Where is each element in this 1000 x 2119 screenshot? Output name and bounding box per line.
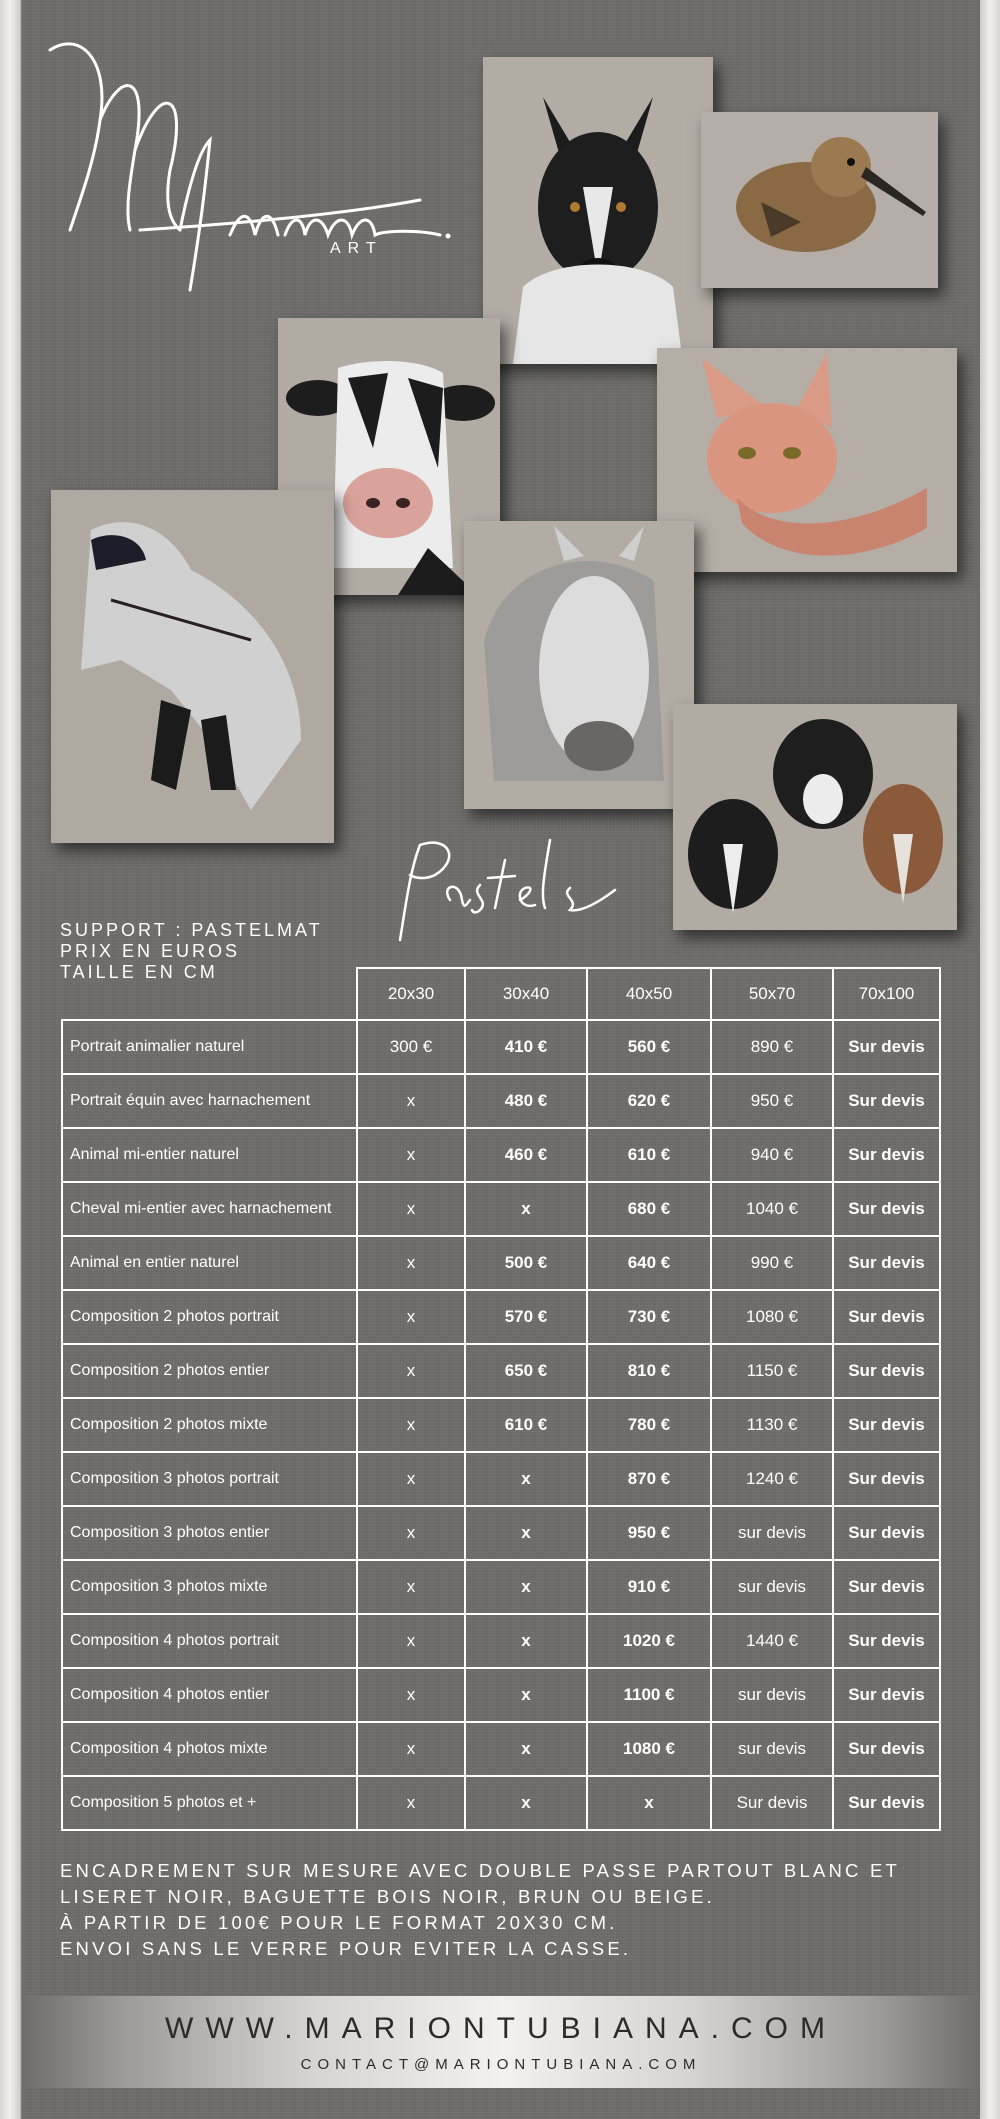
pony-portrait-icon <box>464 521 694 809</box>
price-cell: 1080 € <box>587 1722 711 1776</box>
formula-label: Composition 3 photos entier <box>62 1506 357 1560</box>
price-cell: x <box>357 1344 465 1398</box>
dogs-group-icon <box>673 704 957 930</box>
price-cell: 500 € <box>465 1236 587 1290</box>
price-cell: x <box>357 1074 465 1128</box>
price-cell: 610 € <box>465 1398 587 1452</box>
formula-label: Composition 2 photos entier <box>62 1344 357 1398</box>
price-cell: Sur devis <box>833 1290 940 1344</box>
price-cell: 410 € <box>465 1020 587 1074</box>
brand-logo <box>40 30 460 320</box>
dog-portrait-icon <box>483 57 713 364</box>
price-cell: Sur devis <box>833 1722 940 1776</box>
signature-logo-icon <box>40 30 460 320</box>
price-row <box>62 1236 940 1290</box>
price-cell: 950 € <box>587 1506 711 1560</box>
size-header: 70x100 <box>833 968 940 1020</box>
formula-label: Portrait animalier naturel <box>62 1020 357 1074</box>
price-cell: Sur devis <box>833 1128 940 1182</box>
price-cell: x <box>465 1776 587 1830</box>
price-cell: x <box>357 1128 465 1182</box>
cat-portrait-icon <box>657 348 957 572</box>
price-cell: 870 € <box>587 1452 711 1506</box>
price-cell: x <box>465 1614 587 1668</box>
horse-jumping-icon <box>51 490 334 843</box>
photo-jumping-horse <box>51 490 334 843</box>
price-row <box>62 1020 940 1074</box>
price-cell: Sur devis <box>833 1074 940 1128</box>
size-header: 20x30 <box>357 968 465 1020</box>
price-cell: 1240 € <box>711 1452 833 1506</box>
size-header: 40x50 <box>587 968 711 1020</box>
price-cell: 890 € <box>711 1020 833 1074</box>
price-cell: x <box>465 1452 587 1506</box>
price-cell: Sur devis <box>833 1452 940 1506</box>
price-cell: x <box>357 1290 465 1344</box>
price-row <box>62 1128 940 1182</box>
price-cell: 780 € <box>587 1398 711 1452</box>
price-cell: x <box>357 1722 465 1776</box>
formula-label: Composition 4 photos mixte <box>62 1722 357 1776</box>
price-cell: Sur devis <box>833 1020 940 1074</box>
price-cell: 1440 € <box>711 1614 833 1668</box>
price-cell: 650 € <box>465 1344 587 1398</box>
framing-notes <box>60 1858 900 1962</box>
price-row <box>62 1452 940 1506</box>
footer-banner <box>22 1996 980 2088</box>
price-row <box>62 1182 940 1236</box>
bird-portrait-icon <box>701 112 938 288</box>
formula-label: Composition 5 photos et + <box>62 1776 357 1830</box>
info-line: PRIX EN EUROS <box>60 941 241 961</box>
formula-label: Portrait équin avec harnachement <box>62 1074 357 1128</box>
price-cell: Sur devis <box>833 1398 940 1452</box>
price-cell: x <box>587 1776 711 1830</box>
price-cell: x <box>357 1776 465 1830</box>
price-row <box>62 1560 940 1614</box>
price-cell: x <box>357 1668 465 1722</box>
price-row <box>62 1074 940 1128</box>
price-cell: sur devis <box>711 1506 833 1560</box>
photo-border-collie <box>483 57 713 364</box>
price-cell: x <box>357 1614 465 1668</box>
price-cell: 620 € <box>587 1074 711 1128</box>
price-row <box>62 1722 940 1776</box>
price-cell: Sur devis <box>711 1776 833 1830</box>
price-cell: 1080 € <box>711 1290 833 1344</box>
price-cell: x <box>357 1236 465 1290</box>
price-cell: 940 € <box>711 1128 833 1182</box>
note-line: LISERET NOIR, BAGUETTE BOIS NOIR, BRUN OU BEIGE. <box>60 1886 715 1907</box>
formula-label: Composition 2 photos mixte <box>62 1398 357 1452</box>
price-row <box>62 1398 940 1452</box>
price-cell: 950 € <box>711 1074 833 1128</box>
price-cell: 570 € <box>465 1290 587 1344</box>
formula-label: Composition 3 photos mixte <box>62 1560 357 1614</box>
price-cell: x <box>357 1452 465 1506</box>
price-cell: x <box>465 1506 587 1560</box>
info-line: SUPPORT : PASTELMAT <box>60 920 323 940</box>
price-cell: x <box>357 1182 465 1236</box>
pastels-title <box>380 830 630 950</box>
formula-label: Cheval mi-entier avec harnachement <box>62 1182 357 1236</box>
price-row <box>62 1668 940 1722</box>
size-header: 50x70 <box>711 968 833 1020</box>
price-cell: x <box>465 1668 587 1722</box>
price-cell: sur devis <box>711 1560 833 1614</box>
note-line: À PARTIR DE 100€ POUR LE FORMAT 20X30 CM. <box>60 1912 618 1933</box>
price-row <box>62 1614 940 1668</box>
website-link[interactable]: WWW.MARIONTUBIANA.COM <box>165 2012 837 2045</box>
price-cell: 560 € <box>587 1020 711 1074</box>
formula-label: Composition 3 photos portrait <box>62 1452 357 1506</box>
price-cell: Sur devis <box>833 1668 940 1722</box>
logo-art-label: ART <box>330 240 383 257</box>
price-table <box>61 967 941 1831</box>
price-cell: 1020 € <box>587 1614 711 1668</box>
photo-sphynx-cat <box>657 348 957 572</box>
price-cell: 460 € <box>465 1128 587 1182</box>
formula-label: Composition 2 photos portrait <box>62 1290 357 1344</box>
price-cell: Sur devis <box>833 1506 940 1560</box>
price-cell: x <box>357 1506 465 1560</box>
price-cell: x <box>465 1560 587 1614</box>
price-cell: Sur devis <box>833 1344 940 1398</box>
price-cell: x <box>357 1398 465 1452</box>
photo-grey-pony <box>464 521 694 809</box>
price-cell: 1130 € <box>711 1398 833 1452</box>
price-cell: 480 € <box>465 1074 587 1128</box>
price-cell: Sur devis <box>833 1614 940 1668</box>
size-header-row <box>62 968 940 1020</box>
price-cell: sur devis <box>711 1668 833 1722</box>
price-cell: sur devis <box>711 1722 833 1776</box>
price-cell: 1100 € <box>587 1668 711 1722</box>
formula-label: Animal mi-entier naturel <box>62 1128 357 1182</box>
formula-label: Composition 4 photos entier <box>62 1668 357 1722</box>
price-cell: 810 € <box>587 1344 711 1398</box>
price-cell: 990 € <box>711 1236 833 1290</box>
photo-sandpiper <box>701 112 938 288</box>
price-cell: 730 € <box>587 1290 711 1344</box>
photo-three-dogs <box>673 704 957 930</box>
price-cell: Sur devis <box>833 1560 940 1614</box>
pastels-script-icon <box>380 830 630 950</box>
info-line: TAILLE EN CM <box>60 962 218 982</box>
price-cell: Sur devis <box>833 1182 940 1236</box>
price-row <box>62 1290 940 1344</box>
header-corner <box>62 968 357 1020</box>
price-cell: x <box>465 1722 587 1776</box>
price-cell: x <box>357 1560 465 1614</box>
email-link[interactable]: CONTACT@MARIONTUBIANA.COM <box>300 2056 702 2073</box>
formula-label: Composition 4 photos portrait <box>62 1614 357 1668</box>
price-cell: 300 € <box>357 1020 465 1074</box>
price-cell: 910 € <box>587 1560 711 1614</box>
price-cell: Sur devis <box>833 1776 940 1830</box>
price-row <box>62 1776 940 1830</box>
price-cell: 680 € <box>587 1182 711 1236</box>
price-row <box>62 1506 940 1560</box>
price-row <box>62 1344 940 1398</box>
price-cell: 640 € <box>587 1236 711 1290</box>
note-line: ENVOI SANS LE VERRE POUR EVITER LA CASSE. <box>60 1938 632 1959</box>
note-line: ENCADREMENT SUR MESURE AVEC DOUBLE PASSE PARTOUT BLANC ET <box>60 1860 900 1881</box>
size-header: 30x40 <box>465 968 587 1020</box>
price-cell: 1150 € <box>711 1344 833 1398</box>
formula-label: Animal en entier naturel <box>62 1236 357 1290</box>
price-cell: 1040 € <box>711 1182 833 1236</box>
price-cell: Sur devis <box>833 1236 940 1290</box>
price-cell: 610 € <box>587 1128 711 1182</box>
price-cell: x <box>465 1182 587 1236</box>
